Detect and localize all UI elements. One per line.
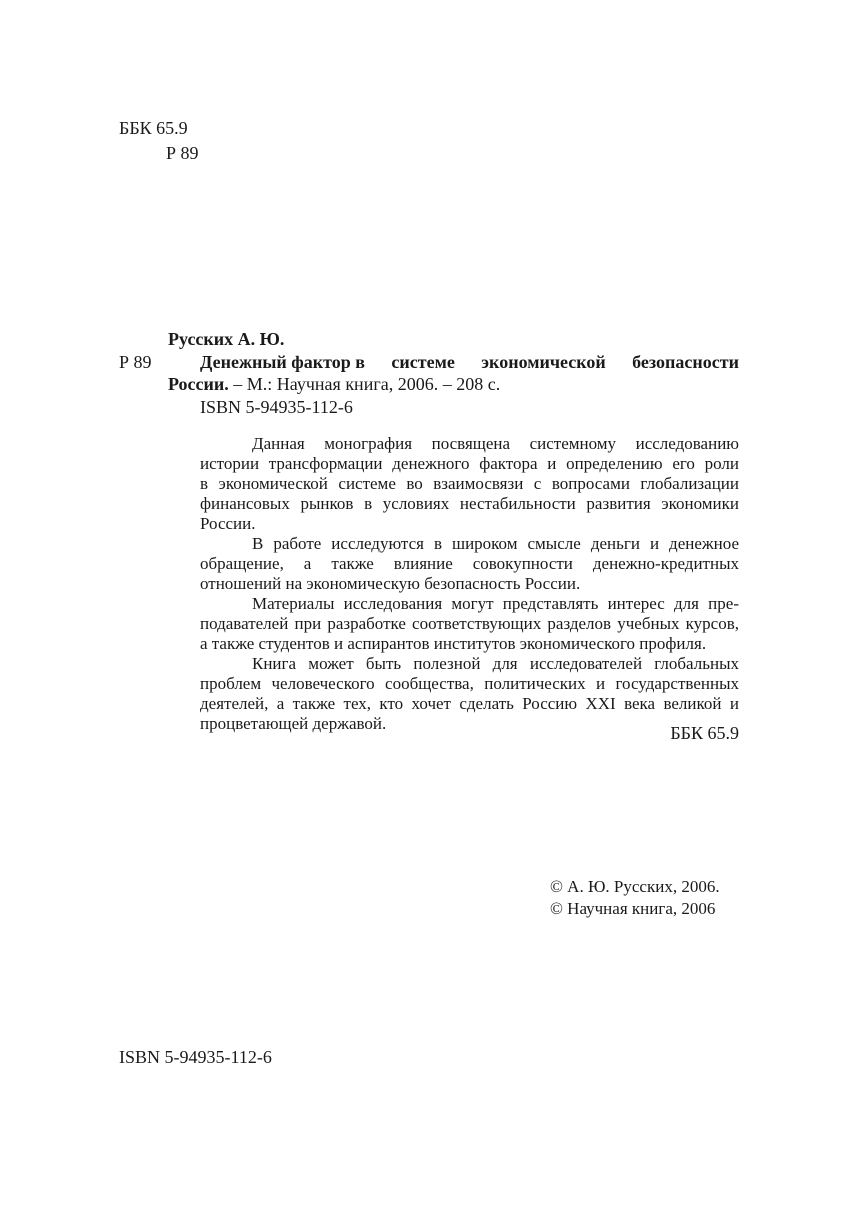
abstract bbox=[200, 434, 739, 734]
title-word: безопасности bbox=[632, 352, 739, 372]
abstract-line: проблем человеческого сообщества, политических и государственных bbox=[200, 674, 739, 693]
abstract-line: Материалы исследования могут представлять интерес для пре- bbox=[252, 594, 739, 613]
abstract-line: финансовых рынков в условиях нестабильности развития экономики bbox=[200, 494, 739, 513]
copyright-publisher: © Научная книга, 2006 bbox=[550, 899, 716, 918]
abstract-line: отношений на экономическую безопасность России. bbox=[200, 574, 581, 593]
isbn-footer: ISBN 5-94935-112-6 bbox=[119, 1047, 272, 1067]
abstract-line: обращение, а также влияние совокупности денежно-кредитных bbox=[200, 554, 739, 573]
copyright-author: © А. Ю. Русских, 2006. bbox=[550, 877, 720, 896]
book-title-line-1 bbox=[200, 351, 739, 373]
abstract-line: России. bbox=[200, 514, 256, 533]
title-word: системе bbox=[391, 352, 455, 372]
isbn-catalog: ISBN 5-94935-112-6 bbox=[200, 397, 353, 417]
title-word: Денежный фактор в bbox=[200, 352, 365, 372]
author-name: Русских А. Ю. bbox=[168, 329, 285, 349]
title-end: России. bbox=[168, 374, 229, 394]
abstract-line: В работе исследуются в широком смысле деньги и денежное bbox=[252, 534, 739, 553]
bbk-index-abstract: ББК 65.9 bbox=[670, 723, 739, 743]
abstract-line: истории трансформации денежного фактора и определению его роли bbox=[200, 454, 739, 473]
book-title-line-2 bbox=[168, 373, 500, 395]
author-code-catalog: Р 89 bbox=[119, 352, 152, 372]
bbk-index-top: ББК 65.9 bbox=[119, 118, 188, 138]
abstract-line: в экономической системе во взаимосвязи с вопросами глобализации bbox=[200, 474, 739, 493]
abstract-line: процветающей державой. bbox=[200, 714, 387, 733]
abstract-line: Книга может быть полезной для исследователей глобальных bbox=[252, 654, 739, 673]
abstract-line: а также студентов и аспирантов институтов экономического профиля. bbox=[200, 634, 707, 653]
abstract-line: Данная монография посвящена системному исследованию bbox=[252, 434, 739, 453]
title-word: экономической bbox=[481, 352, 606, 372]
author-code-top: Р 89 bbox=[166, 143, 199, 163]
abstract-line: подавателей при разработке соответствующих разделов учебных курсов, bbox=[200, 614, 739, 633]
publication-info: – М.: Научная книга, 2006. – 208 с. bbox=[228, 374, 501, 394]
abstract-line: деятелей, а также тех, кто хочет сделать Россию XXI века великой и bbox=[200, 694, 739, 713]
